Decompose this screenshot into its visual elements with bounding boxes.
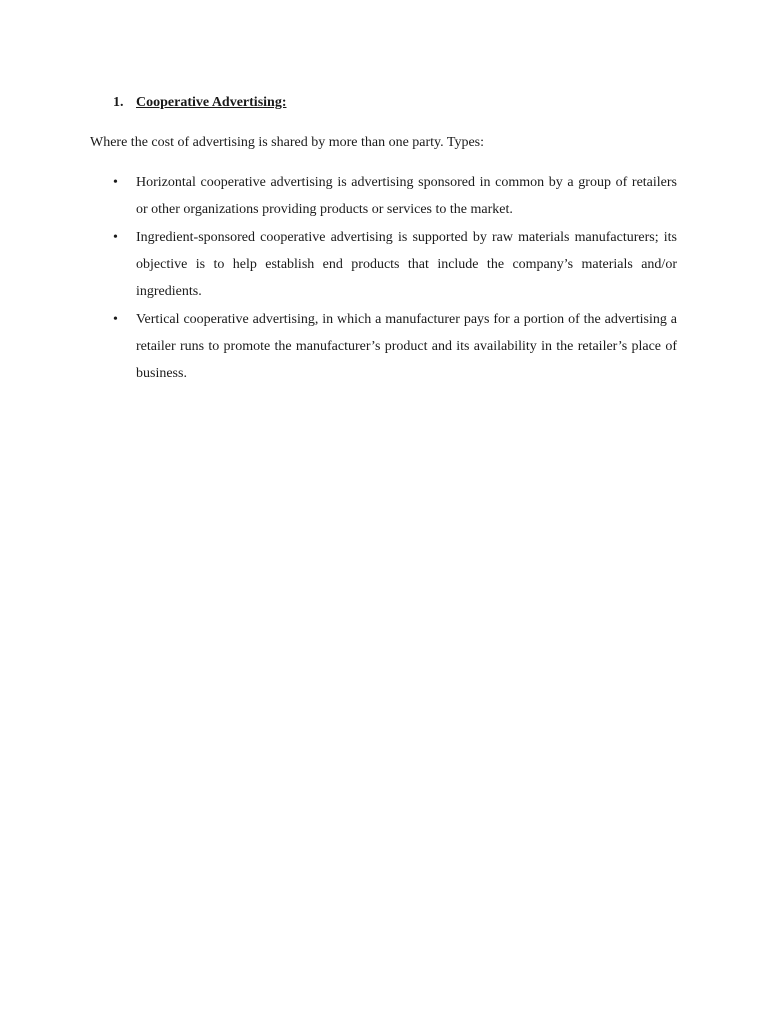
bullet-icon: •	[113, 230, 118, 245]
list-item-text: Horizontal cooperative advertising is advertising sponsored in common by a group of retailers or other organizations providing products or services to the market.	[136, 175, 677, 217]
section-number: 1.	[113, 95, 124, 110]
bullet-icon: •	[113, 312, 118, 327]
section-title: Cooperative Advertising:	[136, 95, 287, 110]
section-heading	[113, 94, 286, 112]
intro-paragraph: Where the cost of advertising is shared by more than one party. Types:	[90, 135, 485, 150]
bullet-icon: •	[113, 175, 118, 190]
list-item-text: Ingredient-sponsored cooperative advertising is supported by raw materials manufacturers; its objective is to help establish end products that include the company’s materials and/or ingredients.	[136, 230, 677, 299]
list-item-text: Vertical cooperative advertising, in which a manufacturer pays for a portion of the advertising a retailer runs to promote the manufacturer’s product and its availability in the retailer’s place of business.	[136, 312, 677, 381]
